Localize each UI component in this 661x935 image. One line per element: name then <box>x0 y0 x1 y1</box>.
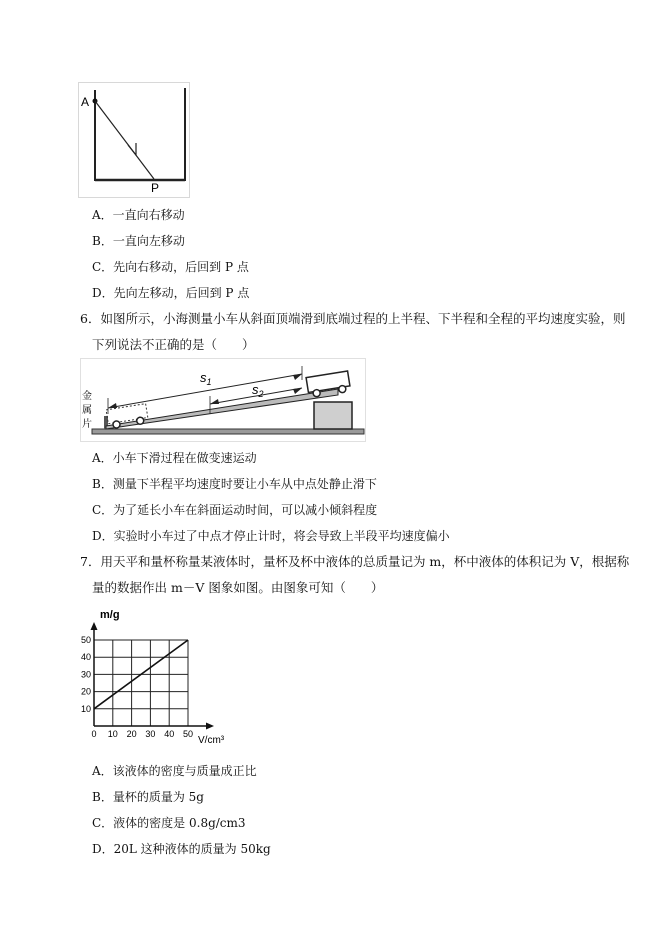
metal-label-char-1: 金 <box>82 391 92 402</box>
x-tick-label: 10 <box>107 729 118 739</box>
x-tick-label: 0 <box>91 729 97 739</box>
y-tick-label: 50 <box>80 635 91 645</box>
x-axis-arrow-icon <box>206 723 214 730</box>
q7-stem-line1: 7．用天平和量杯称量某液体时，量杯及杯中液体的总质量记为 m，杯中液体的体积记为 V，根据称 <box>80 554 630 569</box>
q6-option-a: A．小车下滑过程在做变速运动 <box>92 451 257 465</box>
q6-stem-line1: 6．如图所示，小海测量小车从斜面顶端滑到底端过程的上半程、下半程和全程的平均速度实验，则 <box>80 311 626 326</box>
y-tick-label: 10 <box>80 703 91 714</box>
s1-arrow-left-icon <box>108 403 117 408</box>
s1-arrow-right-icon <box>293 374 302 380</box>
label-a: A <box>81 95 90 109</box>
x-tick-label: 50 <box>182 729 194 739</box>
chart-axes <box>91 622 215 730</box>
q7-option-b: B．量杯的质量为 5g <box>92 790 204 804</box>
q6-stem-line2: 下列说法不正确的是（ ） <box>92 337 255 352</box>
q5-option-b: B．一直向左移动 <box>92 234 185 248</box>
q7-option-a: A．该液体的密度与质量成正比 <box>92 764 257 778</box>
q6-incline-figure <box>80 358 366 442</box>
y-tick-label: 30 <box>80 669 91 680</box>
s2-label: $s_2$ <box>252 382 264 399</box>
x-tick-label: 20 <box>126 729 137 739</box>
light-ray <box>95 101 154 179</box>
q7-stem-line2: 量的数据作出 m－V 图象如图。由图象可知（ ） <box>92 580 384 595</box>
q5-figure <box>78 82 190 198</box>
s2-arrow-right-icon <box>293 388 302 394</box>
s2-arrow-left-icon <box>210 399 219 404</box>
chart-grid <box>94 640 188 726</box>
q5-option-c: C．先向右移动，后回到 P 点 <box>92 260 249 274</box>
metal-label-char-2: 属 <box>82 405 92 416</box>
metal-label-char-3: 片 <box>82 419 92 430</box>
y-axis-label: m/g <box>100 609 120 621</box>
q7-option-d: D．20L 这种液体的质量为 50kg <box>92 842 271 856</box>
label-p: P <box>151 181 160 195</box>
q6-option-d: D．实验时小车过了中点才停止计时，将会导致上半段平均速度偏小 <box>92 529 450 543</box>
s1-label: $s_1$ <box>200 370 212 387</box>
y-axis-arrow-icon <box>91 622 98 630</box>
mv-graph <box>80 604 240 746</box>
q7-option-c: C．液体的密度是 0.8g/cm3 <box>92 816 246 830</box>
y-tick-label: 40 <box>80 652 91 663</box>
q5-option-a: A．一直向右移动 <box>92 208 185 222</box>
support-block <box>314 402 352 429</box>
chart-ticks <box>81 635 193 739</box>
x-axis-label: V/cm³ <box>198 735 225 746</box>
x-tick-label: 30 <box>145 729 156 739</box>
x-tick-label: 40 <box>164 729 175 739</box>
y-tick-label: 20 <box>80 686 91 697</box>
q6-option-b: B．测量下半程平均速度时要让小车从中点处静止滑下 <box>92 477 377 491</box>
q6-option-c: C．为了延长小车在斜面运动时间，可以减小倾斜程度 <box>92 503 378 517</box>
q5-option-d: D．先向左移动，后回到 P 点 <box>92 286 250 300</box>
